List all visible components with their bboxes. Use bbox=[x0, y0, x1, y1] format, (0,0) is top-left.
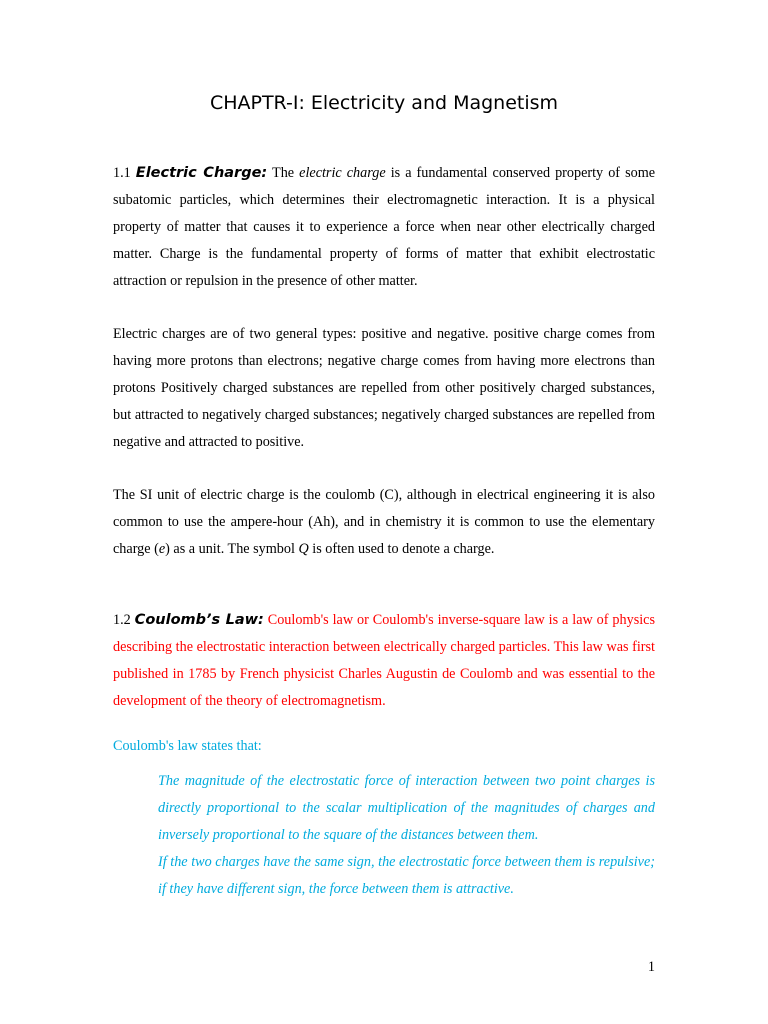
para3-text-c: is often used to denote a charge. bbox=[312, 541, 495, 557]
chapter-title: CHAPTR-I: Electricity and Magnetism bbox=[209, 92, 559, 114]
section-1-intro bbox=[113, 160, 655, 295]
section-1-number: 1.1 bbox=[113, 165, 131, 181]
section-1-intro-lead: The bbox=[272, 165, 295, 181]
para3-text-b: ) as a unit. The symbol bbox=[165, 541, 295, 557]
section-2-heading: Coulomb’s Law: bbox=[134, 612, 264, 628]
para3-text-a: The SI unit of electric charge is the coulomb (C), although in electrical engineering it is also common to use the ampere-hour (Ah), and in chemistry it is common to use the elementary charge ( bbox=[113, 487, 655, 557]
section-1-term: electric charge bbox=[299, 165, 386, 181]
section-1-heading: Electric Charge: bbox=[135, 165, 268, 181]
section-2-intro bbox=[113, 607, 655, 715]
para3-symbol-e: e bbox=[158, 541, 166, 557]
section-1-paragraph-2: Electric charges are of two general types: positive and negative. positive charge comes from having more protons than electrons; negative charge comes from having more electrons than protons Positively charged substances are repelled from other positively charged substances, but attracted to negatively charged substances; negatively charged substances are repelled from negative and attracted to positive. bbox=[113, 326, 655, 450]
coulomb-law-states-label: Coulomb's law states that: bbox=[113, 738, 262, 754]
coulomb-law-quote-2: If the two charges have the same sign, the electrostatic force between them is repulsive; if they have different sign, the force between them is attractive. bbox=[158, 854, 655, 897]
section-1-paragraph-3 bbox=[113, 482, 655, 563]
section-2-number: 1.2 bbox=[113, 612, 131, 628]
para3-symbol-q: Q bbox=[298, 541, 309, 557]
section-1-intro-rest: is a fundamental conserved property of some subatomic particles, which determines their electromagnetic interaction. It is a physical property of matter that causes it to experience a force when near other electrically charged matter. Charge is the fundamental property of forms of matter that exhibit electrostatic attraction or repulsion in the presence of other matter. bbox=[113, 165, 656, 289]
section-2-intro-text: Coulomb's law or Coulomb's inverse-square law is a law of physics describing the electrostatic interaction between electrically charged particles. This law was first published in 1785 by French physicist Charles Augustin de Coulomb and was essential to the development of the theory of electromagnetism. bbox=[113, 612, 655, 709]
page-number: 1 bbox=[647, 959, 655, 975]
coulomb-law-quote-1: The magnitude of the electrostatic force of interaction between two point charges is directly proportional to the scalar multiplication of the magnitudes of charges and inversely proportional to the square of the distances between them. bbox=[158, 773, 655, 843]
